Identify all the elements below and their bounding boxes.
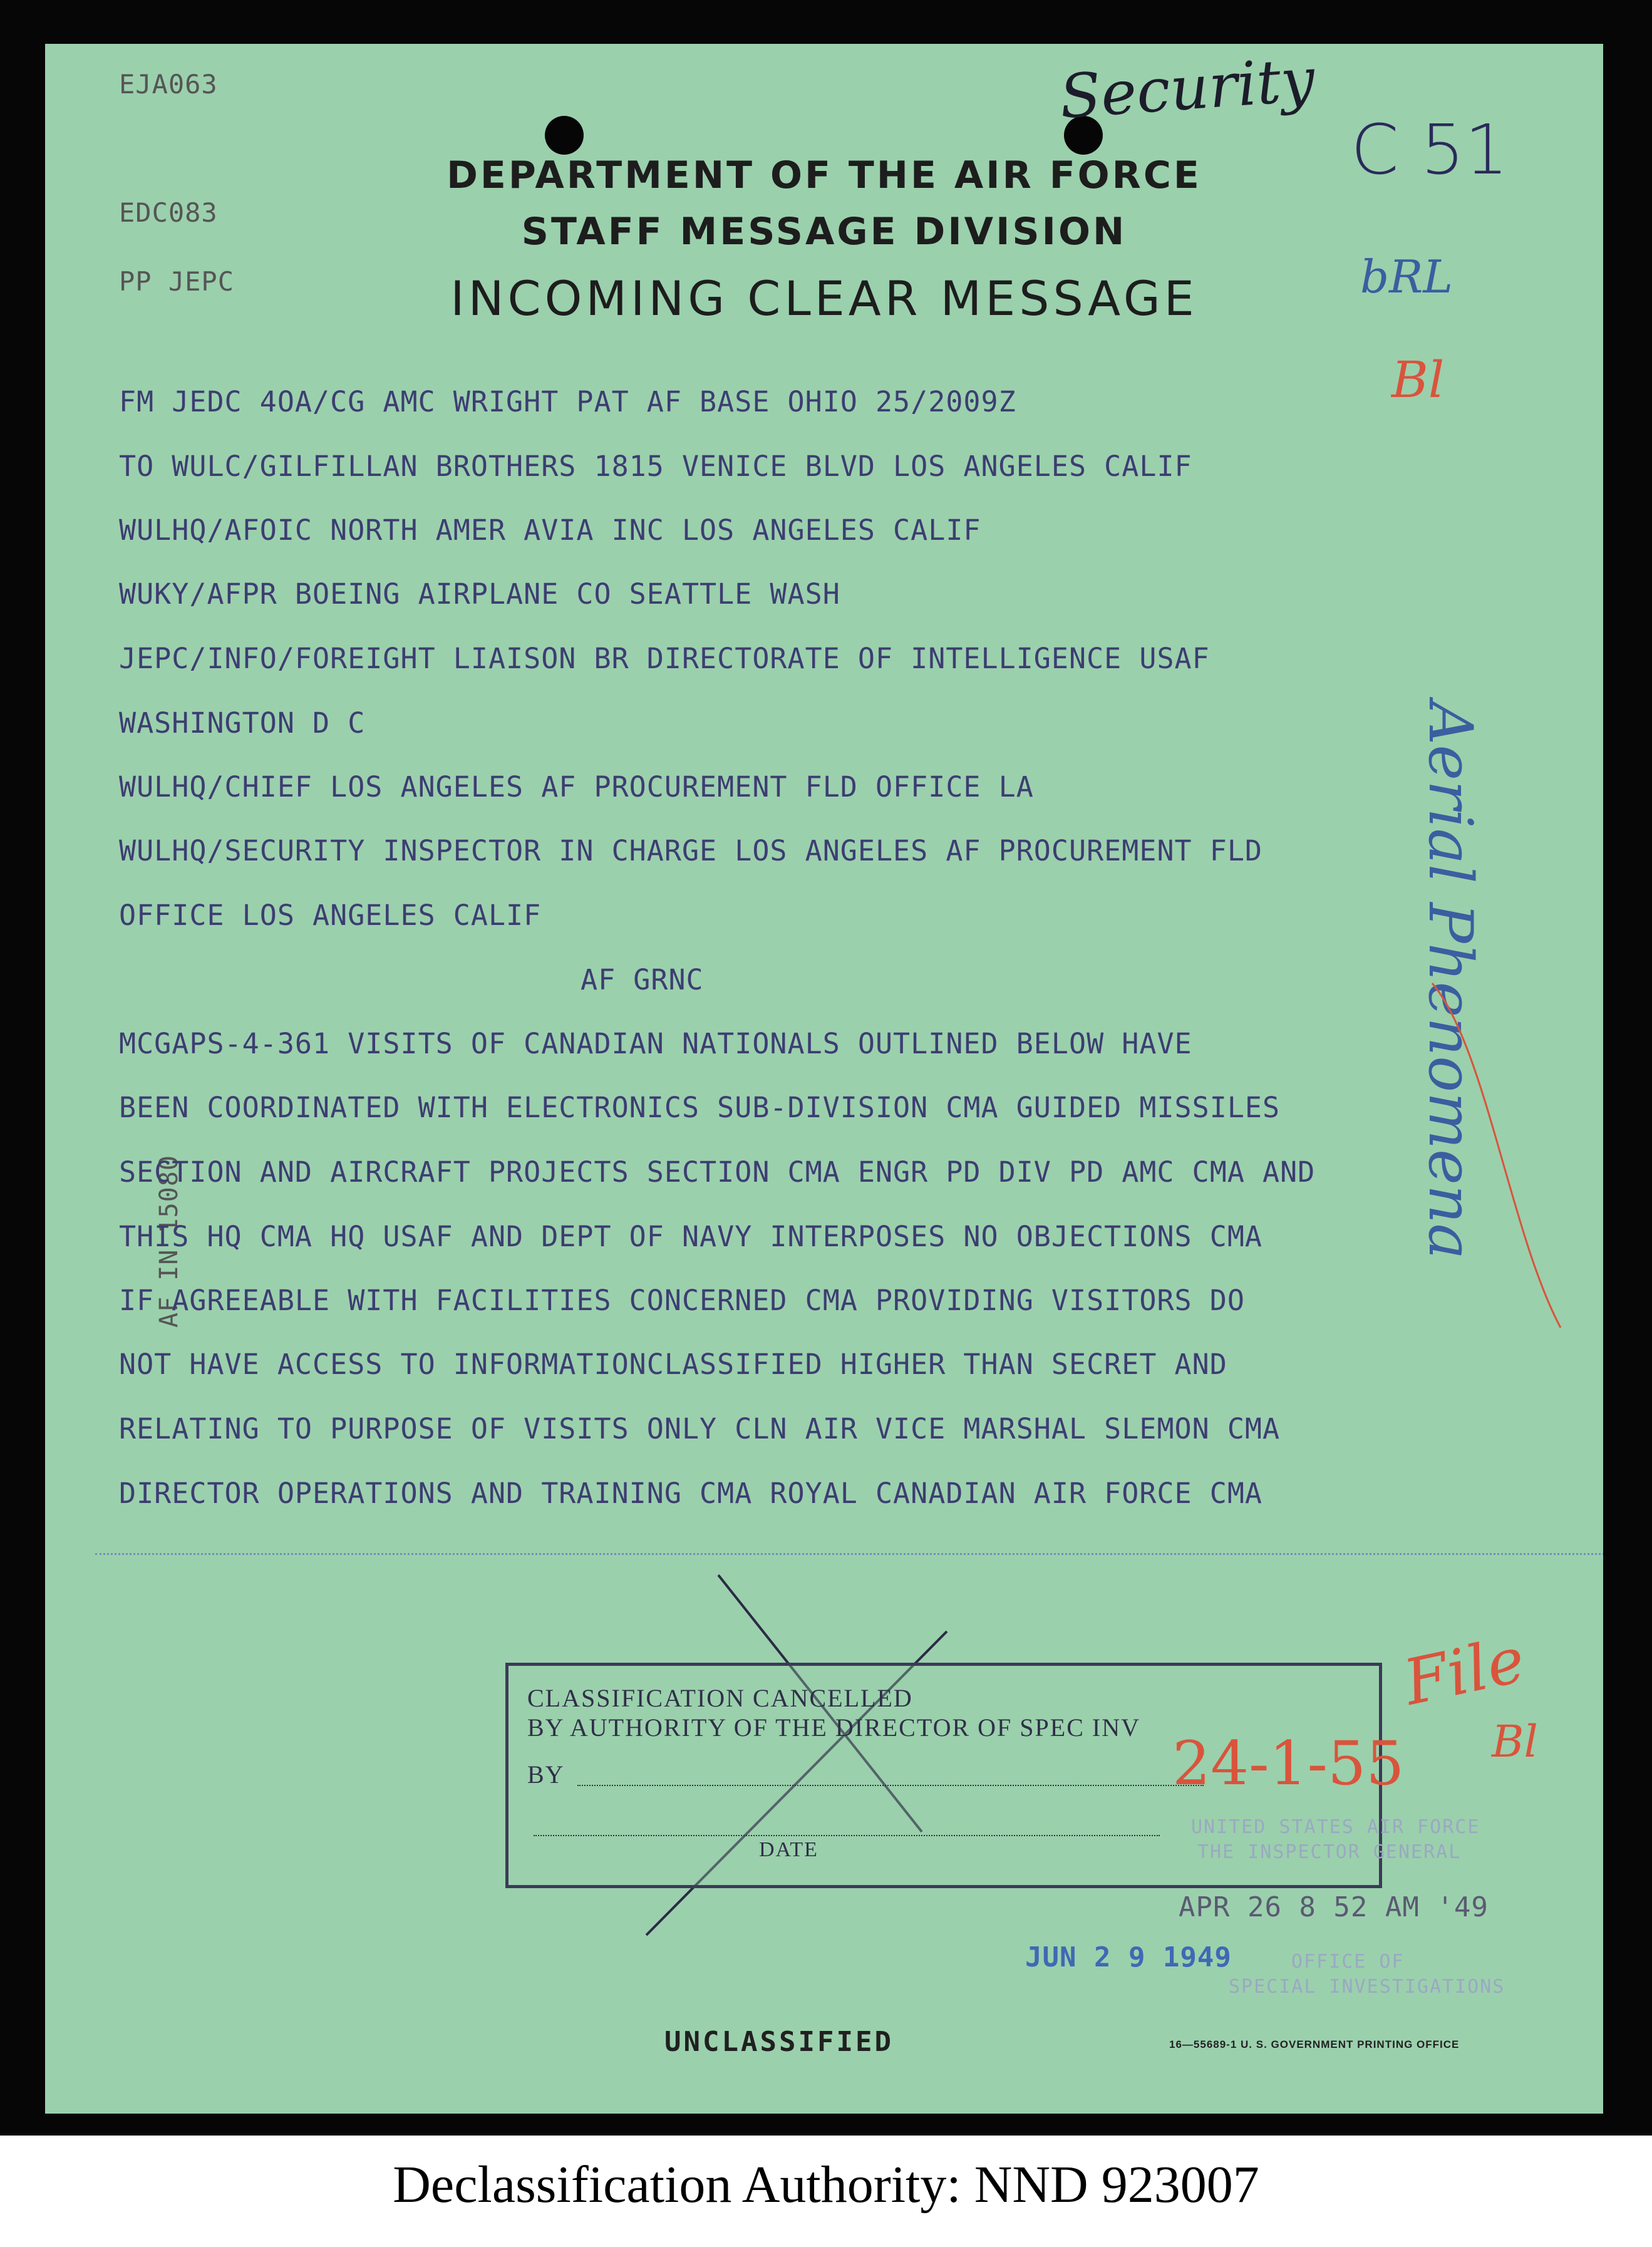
top-message-id: EJA063 (119, 69, 218, 100)
message-line: IF AGREEABLE WITH FACILITIES CONCERNED CMA PROVIDING VISITORS DO (119, 1284, 1245, 1317)
message-line: DIRECTOR OPERATIONS AND TRAINING CMA ROYAL CANADIAN AIR FORCE CMA (119, 1477, 1262, 1510)
file-initials-annotation: Bl (1492, 1716, 1538, 1767)
bl-annotation: Bl (1391, 351, 1445, 409)
message-line: AF GRNC (581, 963, 704, 996)
message-line: BEEN COORDINATED WITH ELECTRONICS SUB-DIVISION CMA GUIDED MISSILES (119, 1091, 1281, 1124)
message-line: TO WULC/GILFILLAN BROTHERS 1815 VENICE BLVD LOS ANGELES CALIF (119, 450, 1192, 483)
stamp-date-label: DATE (759, 1838, 818, 1861)
department-title: DEPARTMENT OF THE AIR FORCE (447, 153, 1202, 197)
message-line: FM JEDC 4OA/CG AMC WRIGHT PAT AF BASE OHIO 25/2009Z (119, 385, 1016, 418)
message-line: WULHQ/AFOIC NORTH AMER AVIA INC LOS ANGELES CALIF (119, 514, 981, 547)
routing-id: EDC083 (119, 197, 218, 228)
c51-annotation: C 51 (1351, 110, 1509, 190)
message-line: SECTION AND AIRCRAFT PROJECTS SECTION CMA ENGR PD DIV PD AMC CMA AND (119, 1155, 1316, 1189)
message-form (45, 44, 1603, 2114)
message-type-title: INCOMING CLEAR MESSAGE (450, 271, 1198, 326)
stamp-date-line (534, 1835, 1160, 1836)
message-line: THIS HQ CMA HQ USAF AND DEPT OF NAVY INTERPOSES NO OBJECTIONS CMA (119, 1220, 1262, 1253)
message-line: RELATING TO PURPOSE OF VISITS ONLY CLN AIR VICE MARSHAL SLEMON CMA (119, 1412, 1281, 1445)
stamp-by-label: BY (527, 1760, 565, 1789)
red-pen-mark (1432, 983, 1561, 1328)
message-line: MCGAPS-4-361 VISITS OF CANADIAN NATIONALS OUTLINED BELOW HAVE (119, 1027, 1192, 1060)
message-line: WUKY/AFPR BOEING AIRPLANE CO SEATTLE WASH (119, 577, 840, 611)
printer-imprint: 16—55689-1 U. S. GOVERNMENT PRINTING OFFICE (1169, 2038, 1460, 2050)
side-note-annotation: Aerial Phenomena (1415, 701, 1485, 1259)
division-title: STAFF MESSAGE DIVISION (521, 210, 1127, 254)
routing-precedence: PP JEPC (119, 266, 235, 297)
stamp-by-line (577, 1785, 1204, 1786)
date-stamp: JUN 2 9 1949 (1025, 1941, 1232, 1973)
initials-annotation: bRL (1360, 251, 1453, 303)
message-line: OFFICE LOS ANGELES CALIF (119, 899, 542, 932)
file-annotation: File (1397, 1623, 1531, 1720)
received-agency-line-1: UNITED STATES AIR FORCE (1191, 1816, 1480, 1838)
file-number-annotation: 24-1-55 (1172, 1728, 1405, 1799)
classification-footer: UNCLASSIFIED (664, 2026, 894, 2058)
declassification-authority: Declassification Authority: NND 923007 (393, 2156, 1259, 2214)
security-annotation: Security (1057, 44, 1317, 133)
stamp-line-2: BY AUTHORITY OF THE DIRECTOR OF SPEC INV (527, 1713, 1140, 1742)
message-line: JEPC/INFO/FOREIGHT LIAISON BR DIRECTORATE OF INTELLIGENCE USAF (119, 642, 1210, 675)
office-stamp-line-1: OFFICE OF (1291, 1951, 1405, 1973)
office-stamp-line-2: SPECIAL INVESTIGATIONS (1229, 1976, 1505, 1998)
message-line: NOT HAVE ACCESS TO INFORMATIONCLASSIFIED HIGHER THAN SECRET AND (119, 1348, 1227, 1381)
side-message-number: AF IN 15080 (155, 1155, 183, 1328)
message-line: WULHQ/SECURITY INSPECTOR IN CHARGE LOS ANGELES AF PROCUREMENT FLD (119, 834, 1262, 867)
message-line: WASHINGTON D C (119, 706, 366, 740)
received-timestamp: APR 26 8 52 AM '49 (1179, 1891, 1489, 1923)
received-agency-line-2: THE INSPECTOR GENERAL (1197, 1841, 1462, 1863)
message-line: WULHQ/CHIEF LOS ANGELES AF PROCUREMENT FLD OFFICE LA (119, 770, 1034, 803)
stamp-line-1: CLASSIFICATION CANCELLED (527, 1684, 913, 1712)
